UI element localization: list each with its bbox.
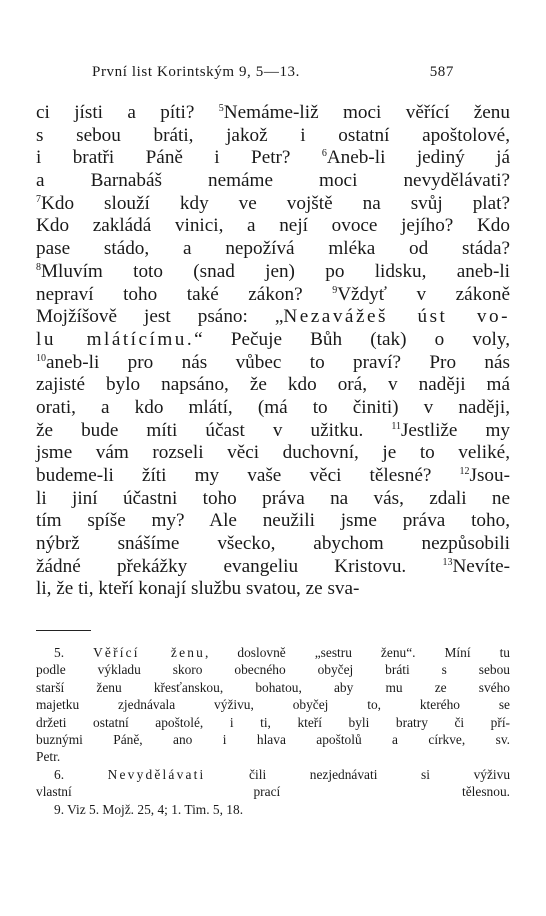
verse-number: 13 [442, 556, 453, 568]
page-number: 587 [429, 64, 454, 80]
text-line [36, 125, 510, 148]
footnote-line [36, 731, 510, 748]
verse-number: 8 [36, 261, 41, 273]
text-run: starší ženu křesťanskou, bohatou, aby mu ze svého [36, 679, 510, 695]
footnote-line [36, 766, 510, 783]
text-run: vlastní prací tělesnou. [36, 784, 510, 800]
text-line [36, 170, 510, 193]
text-run: i bratři Páně i Petr? [36, 147, 322, 169]
text-run: čili nezjednávati si výživu [205, 766, 511, 782]
text-line [36, 147, 510, 170]
text-line [36, 215, 510, 238]
text-run: Vždyť v zákoně [337, 283, 510, 305]
text-run: a Barnabáš nemáme moci nevydělávati? [36, 170, 510, 192]
text-run: s sebou bráti, jakož i ostatní apoštolové, [36, 124, 510, 146]
text-line [36, 261, 510, 284]
text-run: “ Pečuje Bůh (tak) o voly, [194, 328, 510, 350]
verse-number: 12 [459, 466, 470, 477]
text-line [36, 102, 510, 125]
spaced-text: Věřící ženu [93, 645, 206, 660]
text-line [36, 193, 510, 216]
text-run: ci jísti a píti? [36, 102, 219, 123]
text-line [36, 238, 510, 261]
text-run: Aneb-li jediný já [326, 147, 511, 169]
text-run: Mojžíšově jest psáno: „ [36, 306, 284, 328]
text-line [36, 397, 510, 420]
text-run: Nemáme-liž moci věřící ženu [223, 102, 510, 123]
text-line [36, 578, 510, 601]
text-run: Nevíte- [452, 555, 510, 577]
running-head [92, 64, 454, 86]
text-run: buznými Páně, ano i hlava apoštolů a církve, sv. [36, 731, 510, 747]
verse-number: 6 [321, 148, 327, 160]
text-run: zajisté bylo napsáno, že kdo orá, v naději má [36, 374, 510, 396]
footnote-line [36, 801, 510, 818]
text-run: nepraví toho také zákon? [36, 283, 333, 305]
text-run: tím spíše my? Ale neužili jsme práva toho, [36, 510, 510, 532]
text-run: nýbrž snášíme všecko, abychom nezpůsobili [36, 533, 510, 555]
text-run: aneb-li pro nás vůbec to praví? Pro nás [46, 351, 510, 373]
footnote-line [36, 748, 510, 765]
footnote-line [36, 696, 510, 713]
text-run: Kdo zakládá vinici, a nejí ovoce jejího? Kdo [36, 215, 510, 237]
text-run: Jestliže my [400, 419, 510, 441]
text-line [36, 533, 510, 556]
text-line [36, 510, 510, 533]
text-run: podle výkladu skoro obecného obyčej bráti s sebou [36, 662, 510, 678]
footnote-divider [36, 630, 91, 631]
text-line [36, 284, 510, 307]
text-run: Jsou- [469, 465, 510, 486]
text-run: 9. Viz 5. Mojž. 25, 4; 1. Tim. 5, 18. [54, 801, 244, 817]
text-run: žádné překážky evangeliu Kristovu. [36, 555, 443, 577]
text-run: li jiní účastni toho práva na vás, zdali ne [36, 487, 510, 509]
text-run: , doslovně „sestru ženu“. Míní tu [205, 645, 510, 660]
footnote-line [36, 644, 510, 661]
text-line [36, 329, 510, 352]
spaced-text: Nezavážeš úst vo- [283, 306, 511, 328]
footnote-line [36, 714, 510, 731]
text-run: jsme vám rozseli věci duchovní, je to veliké, [36, 442, 510, 464]
spaced-text: lu mlátícímu. [36, 328, 195, 350]
footnote-line [36, 783, 510, 800]
verse-number: 7 [36, 193, 41, 205]
footnotes [36, 644, 510, 818]
text-line [36, 374, 510, 397]
text-line [36, 442, 510, 465]
verse-number: 5 [218, 103, 224, 114]
text-run: 5. [54, 645, 94, 660]
text-run: Mluvím toto (snad jen) po lidsku, aneb-li [41, 260, 510, 282]
text-line [36, 488, 510, 511]
text-run: majetku zjednávala výživu, obyčej to, kterého se [36, 697, 510, 713]
spaced-text: Nevydělávati [107, 766, 206, 782]
text-line [36, 352, 510, 375]
text-line [36, 556, 510, 579]
verse-number: 9 [332, 284, 338, 296]
text-run: budeme-li žíti my vaše věci tělesné? [36, 465, 460, 486]
text-line [36, 465, 510, 488]
text-run: pase stádo, a nepožívá mléka od stáda? [36, 238, 510, 260]
text-run: li, že ti, kteří konají službu svatou, ze sva- [36, 578, 360, 600]
text-run: orati, a kdo mlátí, (má to činiti) v naději, [36, 396, 510, 418]
running-title: První list Korintským 9, 5—13. [92, 64, 301, 80]
footnote-line [36, 679, 510, 696]
text-run: 6. [54, 766, 108, 782]
footnote-line [36, 661, 510, 678]
text-run: Petr. [36, 749, 61, 765]
verse-number: 10 [36, 352, 46, 364]
verse-number: 11 [391, 420, 401, 432]
text-run: držeti ostatní apoštolé, i ti, kteří byli bratry či pří- [36, 714, 510, 730]
main-text [36, 102, 510, 601]
text-run: že bude míti účast v užitku. [36, 419, 392, 441]
text-run: Kdo slouží kdy ve vojště na svůj plat? [41, 192, 510, 214]
text-line [36, 420, 510, 443]
text-line [36, 306, 510, 329]
